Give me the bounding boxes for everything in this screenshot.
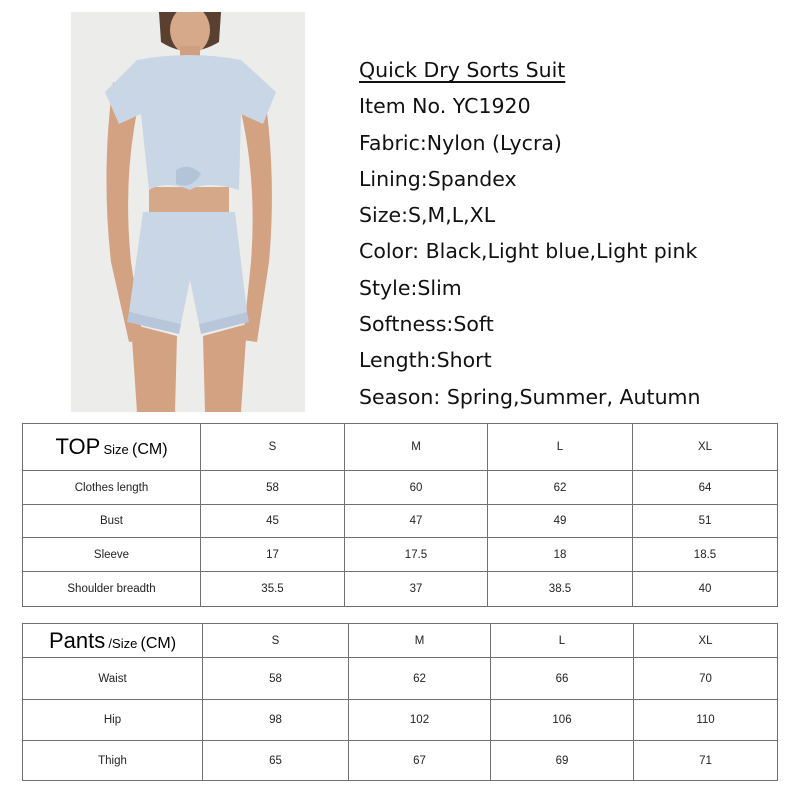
- spec-season: Season: Spring,Summer, Autumn: [359, 384, 701, 409]
- size-header: M: [345, 424, 488, 471]
- size-header: S: [203, 624, 349, 658]
- table-cell: 38.5: [488, 572, 633, 607]
- top-table-corner-label: [23, 424, 201, 471]
- table-cell: 47: [345, 505, 488, 538]
- table-row: [23, 471, 778, 505]
- unit-label: (CM): [140, 634, 177, 652]
- table-cell: 17: [201, 538, 345, 572]
- spec-style: Style:Slim: [359, 275, 462, 300]
- table-cell: 40: [633, 572, 778, 607]
- table-cell: 18: [488, 538, 633, 572]
- table-cell: 110: [634, 700, 778, 741]
- spec-size: Size:S,M,L,XL: [359, 203, 496, 228]
- top-size-table: [22, 423, 778, 607]
- pants-table-corner-label: [23, 624, 203, 658]
- table-cell: 45: [201, 505, 345, 538]
- table-row: [23, 700, 778, 741]
- product-photo: [71, 12, 305, 412]
- row-label: Thigh: [23, 741, 203, 781]
- table-cell: 49: [488, 505, 633, 538]
- size-header: XL: [634, 624, 778, 658]
- table-header-row: [23, 424, 778, 471]
- table-cell: 70: [634, 658, 778, 700]
- table-cell: 37: [345, 572, 488, 607]
- spec-fabric: Fabric:Nylon (Lycra): [359, 130, 562, 155]
- spec-color: Color: Black,Light blue,Light pink: [359, 239, 698, 264]
- table-row: [23, 658, 778, 700]
- table-cell: 51: [633, 505, 778, 538]
- table-cell: 62: [488, 471, 633, 505]
- table-cell: 67: [349, 741, 491, 781]
- table-cell: 18.5: [633, 538, 778, 572]
- table-cell: 58: [201, 471, 345, 505]
- size-header: L: [491, 624, 634, 658]
- table-cell: 64: [633, 471, 778, 505]
- spec-list: [359, 52, 789, 415]
- model-illustration: [71, 12, 305, 412]
- table-row: [23, 741, 778, 781]
- size-label: /Size: [108, 635, 138, 651]
- spec-length: Length:Short: [359, 348, 492, 373]
- table-cell: 65: [203, 741, 349, 781]
- table-row: [23, 572, 778, 607]
- table-cell: 102: [349, 700, 491, 741]
- row-label: Sleeve: [23, 538, 201, 572]
- table-cell: 60: [345, 471, 488, 505]
- table-cell: 71: [634, 741, 778, 781]
- table-cell: 98: [203, 700, 349, 741]
- table-row: [23, 538, 778, 572]
- spec-softness: Softness:Soft: [359, 312, 494, 337]
- pants-label: Pants: [48, 627, 106, 653]
- size-header: M: [349, 624, 491, 658]
- spec-lining: Lining:Spandex: [359, 166, 517, 191]
- row-label: Clothes length: [23, 471, 201, 505]
- table-cell: 62: [349, 658, 491, 700]
- top-label: TOP: [55, 434, 101, 459]
- unit-label: (CM): [131, 441, 168, 458]
- size-header: S: [201, 424, 345, 471]
- table-cell: 106: [491, 700, 634, 741]
- row-label: Hip: [23, 700, 203, 741]
- table-cell: 69: [491, 741, 634, 781]
- table-cell: 66: [491, 658, 634, 700]
- row-label: Bust: [23, 505, 201, 538]
- pants-size-table: [22, 623, 778, 781]
- size-label: Size: [103, 442, 129, 457]
- size-header: L: [488, 424, 633, 471]
- table-row: [23, 505, 778, 538]
- product-title: Quick Dry Sorts Suit: [359, 58, 566, 82]
- table-cell: 58: [203, 658, 349, 700]
- spec-item-number: Item No. YC1920: [359, 94, 531, 119]
- size-header: XL: [633, 424, 778, 471]
- row-label: Shoulder breadth: [23, 572, 201, 607]
- row-label: Waist: [23, 658, 203, 700]
- table-header-row: [23, 624, 778, 658]
- table-cell: 35.5: [201, 572, 345, 607]
- table-cell: 17.5: [345, 538, 488, 572]
